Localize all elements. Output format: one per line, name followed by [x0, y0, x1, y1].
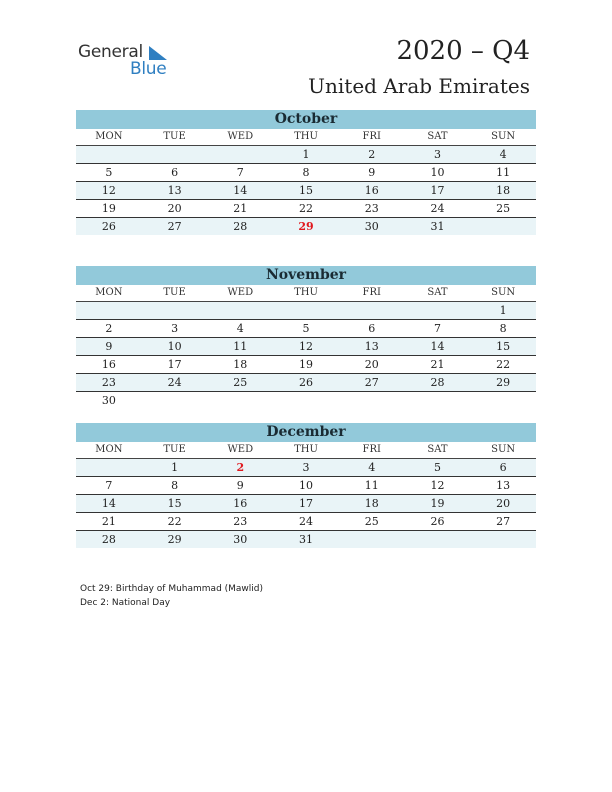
- day-cell: 9: [105, 340, 113, 353]
- day-cell: 3: [302, 461, 310, 474]
- day-cell: 13: [364, 340, 379, 353]
- day-cell: 18: [233, 358, 248, 371]
- month-november: [76, 266, 536, 409]
- day-cell: [405, 302, 471, 319]
- week-row: [76, 182, 536, 200]
- week-row: [76, 459, 536, 477]
- day-cell: 28: [233, 220, 248, 233]
- day-cell: 19: [299, 358, 314, 371]
- day-cell: 8: [302, 166, 310, 179]
- weekday-label: WED: [227, 444, 254, 455]
- day-cell: 15: [496, 340, 511, 353]
- month-header: October: [76, 110, 536, 129]
- day-cell: 17: [430, 184, 445, 197]
- day-cell: 25: [233, 376, 248, 389]
- day-cell: [470, 531, 536, 548]
- day-cell: [339, 302, 405, 319]
- day-cell: 14: [430, 340, 445, 353]
- weekday-label: SAT: [427, 287, 448, 298]
- day-cell: 22: [167, 515, 182, 528]
- day-cell: [76, 459, 142, 476]
- day-cell: 29: [496, 376, 511, 389]
- day-cell: 29: [167, 533, 182, 546]
- day-cell: 23: [101, 376, 116, 389]
- weekday-label: FRI: [362, 287, 381, 298]
- day-cell: 24: [299, 515, 314, 528]
- day-cell: 4: [499, 148, 507, 161]
- day-cell: 5: [105, 166, 113, 179]
- day-cell: [207, 302, 273, 319]
- day-cell: 11: [496, 166, 511, 179]
- day-cell: 7: [433, 322, 441, 335]
- day-cell: 14: [233, 184, 248, 197]
- week-row: [76, 392, 536, 409]
- week-row: [76, 146, 536, 164]
- day-cell: 10: [167, 340, 182, 353]
- weekday-label: SUN: [491, 131, 516, 142]
- holiday-notes: [80, 582, 263, 610]
- weekday-label: THU: [294, 287, 318, 298]
- day-cell: [339, 392, 405, 409]
- weekday-label: SUN: [491, 287, 516, 298]
- weekday-label: THU: [294, 131, 318, 142]
- day-cell: 7: [105, 479, 113, 492]
- day-cell: [207, 392, 273, 409]
- weekday-label: TUE: [163, 131, 186, 142]
- month-december: [76, 423, 536, 548]
- day-cell: 13: [496, 479, 511, 492]
- weekday-label: FRI: [362, 131, 381, 142]
- day-cell: 10: [299, 479, 314, 492]
- day-cell: 8: [499, 322, 507, 335]
- day-cell: 22: [299, 202, 314, 215]
- country-subtitle: United Arab Emirates: [308, 74, 530, 98]
- day-cell: 23: [233, 515, 248, 528]
- day-cell: [76, 302, 142, 319]
- day-cell: 7: [236, 166, 244, 179]
- day-cell: [207, 146, 273, 163]
- day-cell: 6: [368, 322, 376, 335]
- day-cell: 15: [299, 184, 314, 197]
- day-cell: 14: [101, 497, 116, 510]
- day-cell: 27: [167, 220, 182, 233]
- week-row: [76, 531, 536, 548]
- month-header: December: [76, 423, 536, 442]
- day-cell: 5: [433, 461, 441, 474]
- day-cell: 2: [368, 148, 376, 161]
- week-row: [76, 320, 536, 338]
- day-cell: [142, 392, 208, 409]
- week-row: [76, 495, 536, 513]
- day-cell: [273, 302, 339, 319]
- day-cell: 20: [496, 497, 511, 510]
- day-cell: 19: [430, 497, 445, 510]
- day-cell: 21: [101, 515, 116, 528]
- day-cell: [405, 392, 471, 409]
- day-cell: 8: [171, 479, 179, 492]
- weekday-label: SUN: [491, 444, 516, 455]
- day-cell: 16: [233, 497, 248, 510]
- day-cell: 27: [496, 515, 511, 528]
- weekday-label: TUE: [163, 287, 186, 298]
- day-cell: 20: [364, 358, 379, 371]
- day-cell: [339, 531, 405, 548]
- day-cell: 1: [302, 148, 310, 161]
- day-cell: 31: [430, 220, 445, 233]
- page-title: 2020 – Q4: [396, 36, 530, 66]
- day-cell: 28: [101, 533, 116, 546]
- weekday-header-row: [76, 442, 536, 459]
- day-cell: [273, 392, 339, 409]
- day-cell: 18: [364, 497, 379, 510]
- day-cell: [142, 302, 208, 319]
- day-cell: 10: [430, 166, 445, 179]
- weekday-label: WED: [227, 287, 254, 298]
- day-cell: 5: [302, 322, 310, 335]
- day-cell: 2: [105, 322, 113, 335]
- day-cell: 30: [101, 394, 116, 407]
- day-cell: [76, 146, 142, 163]
- weekday-label: SAT: [427, 131, 448, 142]
- logo-word-blue: Blue: [130, 59, 167, 79]
- weekday-header-row: [76, 129, 536, 146]
- day-cell: 31: [299, 533, 314, 546]
- day-cell: 17: [167, 358, 182, 371]
- day-cell: 1: [499, 304, 507, 317]
- day-cell: 12: [430, 479, 445, 492]
- weekday-label: MON: [95, 444, 123, 455]
- weekday-label: WED: [227, 131, 254, 142]
- day-cell: 17: [299, 497, 314, 510]
- day-cell: 24: [430, 202, 445, 215]
- weekday-label: TUE: [163, 444, 186, 455]
- day-cell: 12: [101, 184, 116, 197]
- day-cell: [470, 218, 536, 235]
- day-cell: 28: [430, 376, 445, 389]
- day-cell: [142, 146, 208, 163]
- day-cell: 21: [233, 202, 248, 215]
- day-cell: 6: [499, 461, 507, 474]
- day-cell: 26: [101, 220, 116, 233]
- day-cell: 20: [167, 202, 182, 215]
- week-row: [76, 338, 536, 356]
- day-cell: 15: [167, 497, 182, 510]
- day-cell: 1: [171, 461, 179, 474]
- day-cell: 25: [364, 515, 379, 528]
- day-cell: 29: [298, 220, 314, 233]
- day-cell: [470, 392, 536, 409]
- week-row: [76, 164, 536, 182]
- day-cell: 25: [496, 202, 511, 215]
- note-item: Dec 2: National Day: [80, 598, 171, 608]
- weekday-label: SAT: [427, 444, 448, 455]
- day-cell: 4: [236, 322, 244, 335]
- day-cell: 2: [236, 461, 245, 474]
- weekday-label: THU: [294, 444, 318, 455]
- weekday-label: FRI: [362, 444, 381, 455]
- weekday-label: MON: [95, 287, 123, 298]
- day-cell: 16: [101, 358, 116, 371]
- generalblue-logo: [78, 42, 178, 82]
- day-cell: 24: [167, 376, 182, 389]
- day-cell: 23: [364, 202, 379, 215]
- week-row: [76, 374, 536, 392]
- day-cell: 26: [430, 515, 445, 528]
- day-cell: 30: [364, 220, 379, 233]
- day-cell: 18: [496, 184, 511, 197]
- month-october: [76, 110, 536, 235]
- week-row: [76, 302, 536, 320]
- day-cell: 21: [430, 358, 445, 371]
- day-cell: [405, 531, 471, 548]
- week-row: [76, 477, 536, 495]
- week-row: [76, 218, 536, 235]
- day-cell: 11: [233, 340, 248, 353]
- weekday-label: MON: [95, 131, 123, 142]
- week-row: [76, 513, 536, 531]
- day-cell: 6: [171, 166, 179, 179]
- week-row: [76, 200, 536, 218]
- weekday-header-row: [76, 285, 536, 302]
- day-cell: 4: [368, 461, 376, 474]
- week-row: [76, 356, 536, 374]
- day-cell: 12: [299, 340, 314, 353]
- day-cell: 9: [368, 166, 376, 179]
- day-cell: 11: [364, 479, 379, 492]
- day-cell: 19: [101, 202, 116, 215]
- note-item: Oct 29: Birthday of Muhammad (Mawlid): [80, 584, 264, 594]
- day-cell: 22: [496, 358, 511, 371]
- day-cell: 30: [233, 533, 248, 546]
- logo-word-general: General: [78, 42, 143, 62]
- month-header: November: [76, 266, 536, 285]
- day-cell: 16: [364, 184, 379, 197]
- day-cell: 3: [171, 322, 179, 335]
- day-cell: 9: [236, 479, 244, 492]
- day-cell: 13: [167, 184, 182, 197]
- day-cell: 26: [299, 376, 314, 389]
- day-cell: 27: [364, 376, 379, 389]
- day-cell: 3: [433, 148, 441, 161]
